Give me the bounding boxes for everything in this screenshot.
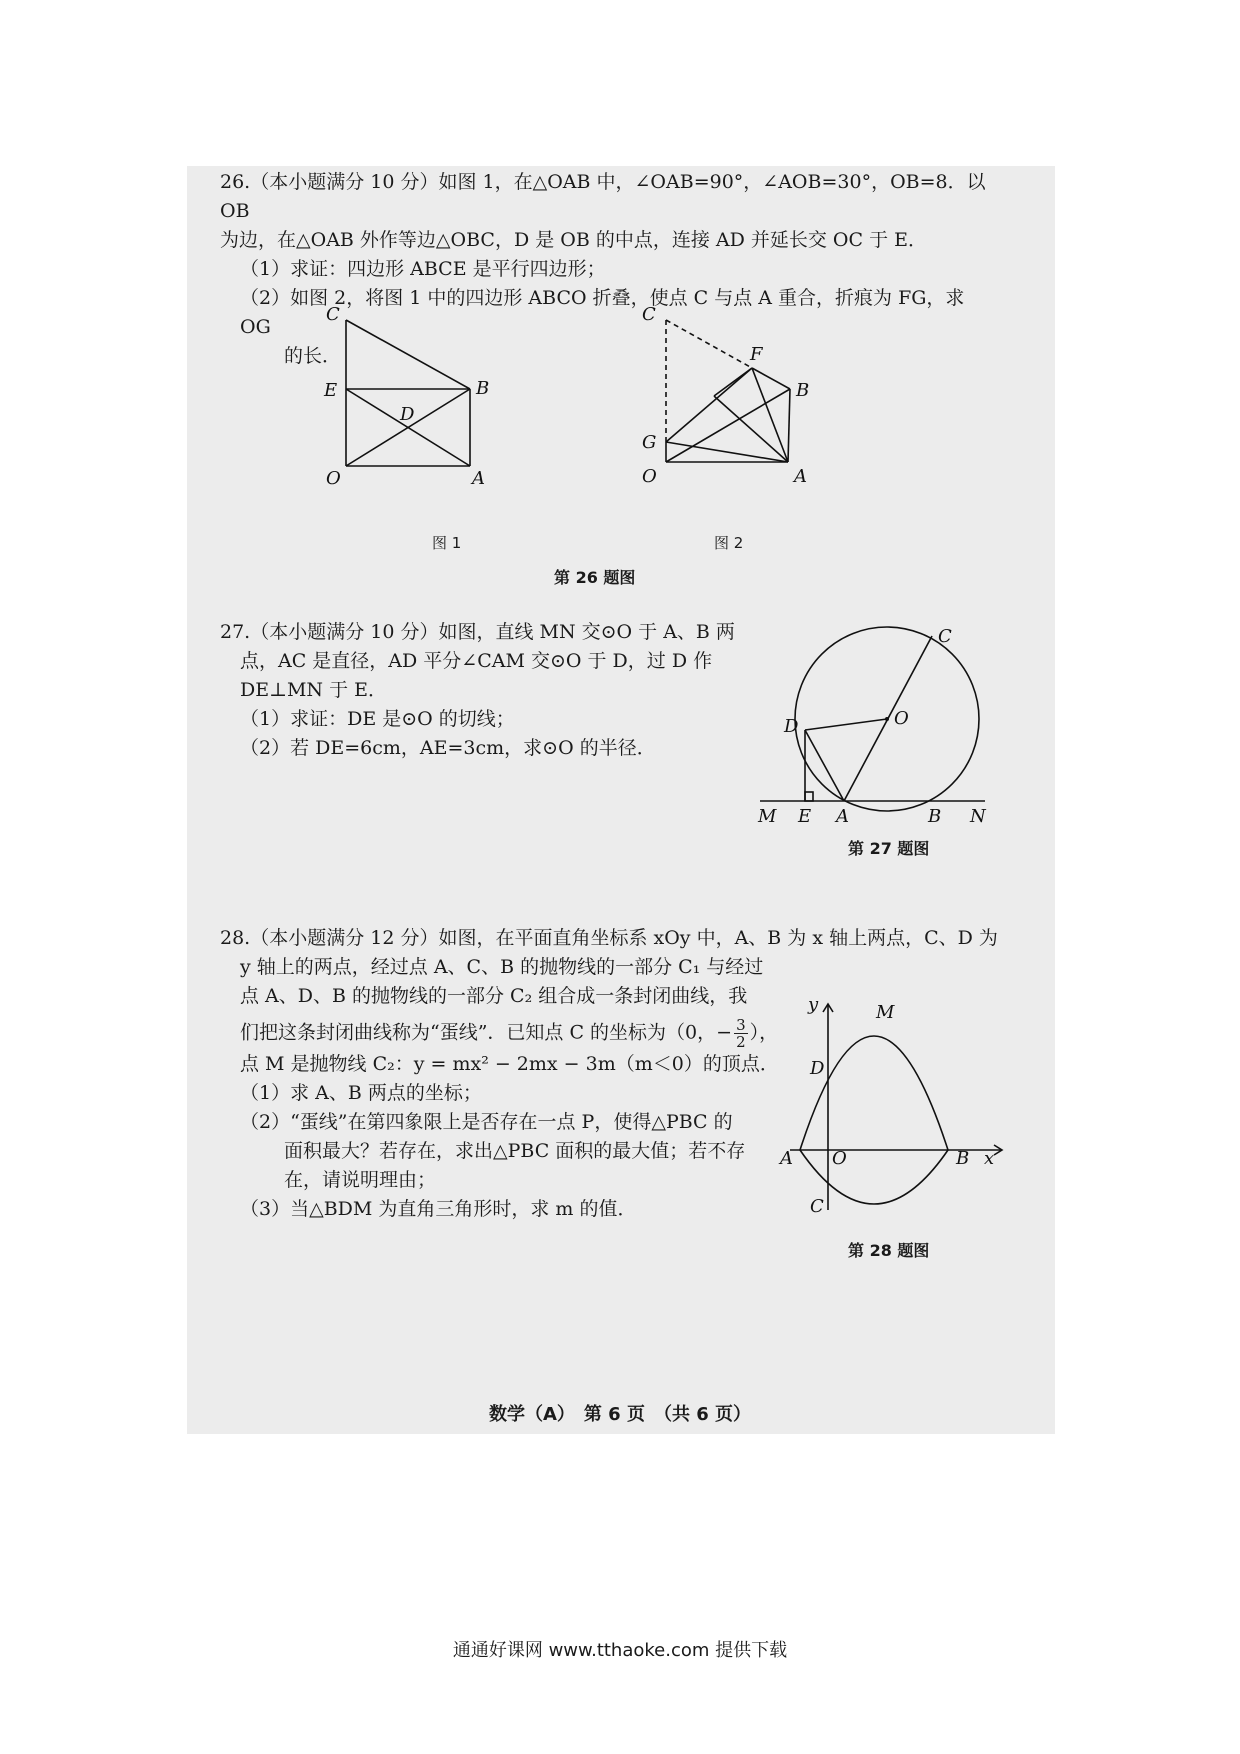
q27-line3: DE⊥MN 于 E． [240,679,387,701]
fig28-point-a: A [780,1148,793,1169]
fig1-point-b: B [476,378,490,399]
fig27-point-m: M [758,806,777,827]
q26-part2a: （2）如图 2，将图 1 中的四边形 ABCO 折叠，使点 C 与点 A 重合，折痕为 FG，求 OG [240,287,965,338]
q28-line2: y 轴上的两点，经过点 A、C、B 的抛物线的一部分 C₁ 与经过 [240,956,764,978]
q26-line2: 为边，在△OAB 外作等边△OBC，D 是 OB 的中点，连接 AD 并延长交 OC 于 E． [220,229,927,251]
q27-line1: 27.（本小题满分 10 分）如图，直线 MN 交⊙O 于 A、B 两 [220,621,735,643]
q27-part1: （1）求证：DE 是⊙O 的切线； [240,708,515,730]
fig27-point-a: A [836,806,849,827]
q26-figure-1 [324,296,560,496]
q28-part2c: 在，请说明理由； [284,1169,437,1191]
q28-line1: 28.（本小题满分 12 分）如图，在平面直角坐标系 xOy 中，A、B 为 x 轴上两点，C、D 为 [220,927,998,949]
fig27-point-c: C [938,626,952,647]
fig28-point-b: B [956,1148,970,1169]
q26-figure-2 [640,296,870,496]
fig2-caption: 图 2 [714,534,744,552]
q26-part2b: 的长． [284,345,342,367]
q28-line5: 点 M 是抛物线 C₂：y = mx² − 2mx − 3m（m＜0）的顶点． [240,1053,779,1075]
fig1-point-o: O [326,468,341,489]
fig27-point-e: E [798,806,812,827]
q28-part2a: （2）“蛋线”在第四象限上是否存在一点 P，使得△PBC 的 [240,1111,733,1133]
q28-part2b: 面积最大？若存在，求出△PBC 面积的最大值；若不存 [284,1140,746,1162]
q28-line4-end: ）， [749,1021,779,1044]
fig1-point-e: E [324,380,338,401]
fig27-point-b: B [928,806,942,827]
fig27-point-d: D [784,716,799,737]
fig1-point-a: A [472,468,485,489]
q28-fraction-numerator: 3 [736,1016,746,1034]
fig28-point-d: D [810,1058,825,1079]
q26-part1: （1）求证：四边形 ABCE 是平行四边形； [240,258,606,280]
source-credit: 通通好课网 www.tthaoke.com 提供下载 [452,1640,788,1661]
q28-line3: 点 A、D、B 的抛物线的一部分 C₂ 组合成一条封闭曲线，我 [240,985,748,1007]
fig28-point-m: M [876,1002,895,1023]
q28-fraction [734,1017,748,1050]
page-number: 数学（A） 第 6 页 （共 6 页） [488,1404,752,1425]
fig28-point-c: C [810,1196,824,1217]
q28-figure-caption: 第 28 题图 [848,1241,930,1260]
q28-part3: （3）当△BDM 为直角三角形时，求 m 的值． [240,1198,637,1220]
fig2-point-g: G [642,432,657,453]
fig2-point-a: A [794,466,807,487]
question-27 [220,618,740,763]
fig28-label-x: x [984,1148,995,1169]
q27-part2: （2）若 DE=6cm，AE=3cm，求⊙O 的半径． [240,737,656,759]
q28-figure [780,996,1010,1226]
fig1-point-d: D [400,404,415,425]
fig2-point-c: C [642,304,656,325]
q27-figure-caption: 第 27 题图 [848,839,930,858]
q27-line2: 点，AC 是直径，AD 平分∠CAM 交⊙O 于 D，过 D 作 [240,650,713,672]
q26-figure-caption: 第 26 题图 [554,568,636,587]
fig2-point-f: F [750,344,763,365]
q28-fraction-denominator: 2 [736,1033,746,1051]
fig1-caption: 图 1 [432,534,462,552]
fig28-point-o: O [832,1148,847,1169]
q28-part1: （1）求 A、B 两点的坐标； [240,1082,482,1104]
fig27-point-n: N [970,806,986,827]
fig27-point-o: O [894,708,909,729]
q27-figure [760,620,1000,830]
fig2-point-b: B [796,380,810,401]
q26-line1: 26.（本小题满分 10 分）如图 1，在△OAB 中，∠OAB=90°，∠AOB=30°，OB=8．以 OB [220,171,986,222]
fig2-point-o: O [642,466,657,487]
fig1-point-c: C [326,304,340,325]
q28-line4-text: 们把这条封闭曲线称为“蛋线”．已知点 C 的坐标为（0，− [240,1021,733,1044]
fig28-label-y: y [808,994,819,1015]
